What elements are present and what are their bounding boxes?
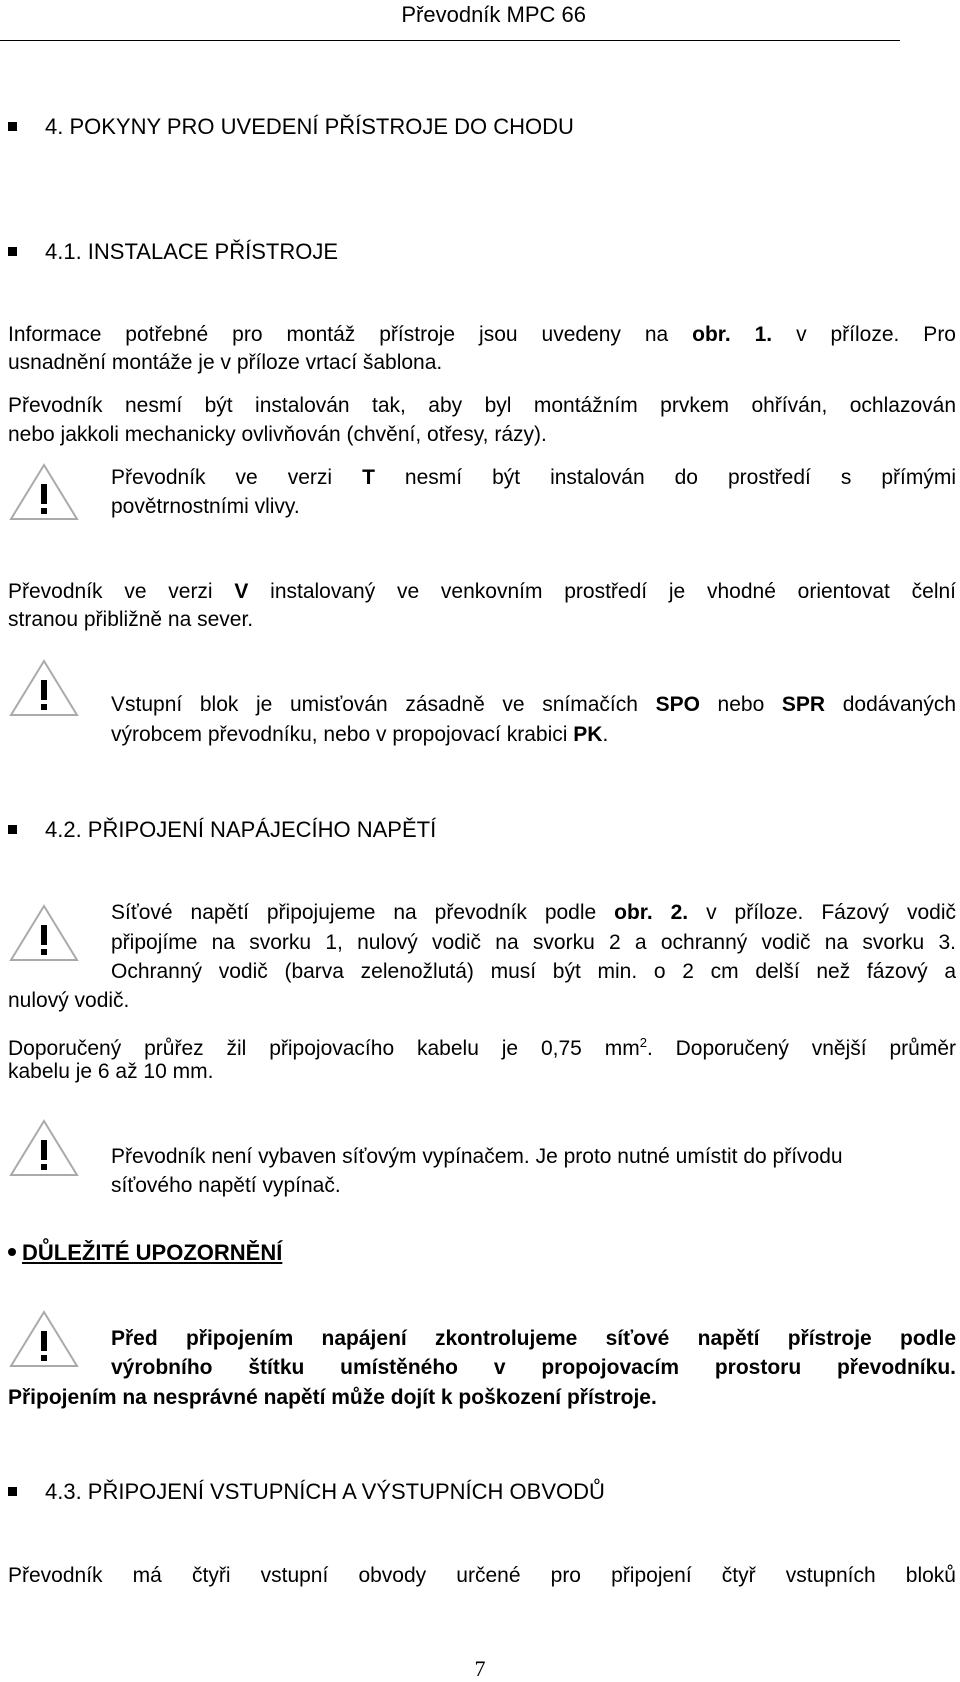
section-heading-4-3: [8, 1477, 605, 1507]
figure-ref: obr. 1.: [692, 323, 773, 346]
text-run: .: [602, 723, 609, 746]
warning-icon: [8, 1309, 80, 1369]
warning-icon: [8, 462, 80, 522]
text-run: instalovaný ve venkovním prostředí je vhodné orientovat čelní: [248, 580, 957, 603]
text-run: Převodník ve verzi: [8, 580, 235, 603]
text-run: v příloze. Fázový vodič: [688, 901, 956, 924]
text-run: nebo: [699, 693, 782, 716]
figure-ref: obr. 2.: [614, 901, 689, 924]
paragraph-line: kabelu je 6 až 10 mm.: [8, 1060, 214, 1083]
page-number: 7: [474, 1656, 486, 1681]
heading-text: 4. POKYNY PRO UVEDENÍ PŘÍSTROJE DO CHODU: [45, 114, 574, 139]
heading-text: 4.3. PŘIPOJENÍ VSTUPNÍCH A VÝSTUPNÍCH OBVODŮ: [45, 1479, 605, 1504]
warning-line: [111, 690, 956, 720]
text-run: Síťové napětí připojujeme na převodník podle: [111, 901, 615, 924]
text-run: Vstupní blok je umisťován zásadně ve snímačích: [111, 693, 656, 716]
warning-line: výrobního štítku umístěného v propojovacím prostoru převodníku.: [111, 1356, 956, 1379]
paragraph-line: [8, 320, 956, 350]
paragraph-line: nulový vodič.: [8, 989, 130, 1012]
page-header: [0, 0, 900, 41]
sensor-code: SPO: [655, 693, 700, 716]
warning-icon: [8, 658, 80, 718]
warning-line: Ochranný vodič (barva zelenožlutá) musí být min. o 2 cm delší než fázový a: [111, 960, 956, 983]
text-run: Doporučený průřez žil připojovacího kabelu je 0,75 mm: [8, 1037, 640, 1060]
warning-icon: [8, 1118, 80, 1178]
paragraph-line: Převodník má čtyři vstupní obvody určené pro připojení čtyř vstupních bloků: [8, 1564, 956, 1587]
header-title: Převodník MPC 66: [401, 2, 586, 27]
version-code: V: [234, 580, 249, 603]
text-run: Informace potřebné pro montáž přístroje jsou uvedeny na: [8, 323, 693, 346]
bullet-icon: [8, 1248, 16, 1256]
warning-icon: [8, 903, 80, 963]
section-heading-4: [8, 112, 574, 142]
text-run: . Doporučený vnější průměr: [646, 1037, 956, 1060]
warning-line: Převodník není vybaven síťovým vypínačem. Je proto nutné umístit do přívodu: [111, 1145, 843, 1168]
warning-line: [111, 463, 956, 493]
warning-line: povětrnostními vlivy.: [111, 495, 300, 518]
heading-text: DŮLEŽITÉ UPOZORNĚNÍ: [22, 1240, 283, 1265]
section-heading-4-2: [8, 815, 436, 845]
paragraph-line: Připojením na nesprávné napětí může dojít k poškození přístroje.: [8, 1386, 657, 1409]
box-code: PK: [573, 723, 603, 746]
paragraph-line: stranou přibližně na sever.: [8, 608, 254, 631]
text-run: Převodník ve verzi: [111, 466, 363, 489]
version-code: T: [362, 466, 375, 489]
square-bullet-icon: [8, 825, 17, 834]
section-heading-4-1: [8, 237, 338, 267]
sensor-code: SPR: [781, 693, 826, 716]
heading-text: 4.1. INSTALACE PŘÍSTROJE: [45, 239, 339, 264]
warning-line: připojíme na svorku 1, nulový vodič na svorku 2 a ochranný vodič na svorku 3.: [111, 931, 956, 954]
warning-line: [111, 898, 956, 928]
square-bullet-icon: [8, 122, 17, 131]
text-run: v příloze. Pro: [772, 323, 956, 346]
square-bullet-icon: [8, 1487, 17, 1496]
paragraph-line: [8, 577, 956, 607]
text-run: dodávaných: [825, 693, 956, 716]
paragraph-line: nebo jakkoli mechanicky ovlivňován (chvění, otřesy, rázy).: [8, 423, 547, 446]
text-run: výrobcem převodníku, nebo v propojovací krabici: [111, 723, 574, 746]
important-heading: [8, 1238, 282, 1268]
paragraph-line: Převodník nesmí být instalován tak, aby byl montážním prvkem ohříván, ochlazován: [8, 394, 956, 417]
paragraph-line: usnadnění montáže je v příloze vrtací šablona.: [8, 351, 443, 374]
superscript: 2: [639, 1035, 647, 1050]
text-run: nesmí být instalován do prostředí s přímými: [374, 466, 956, 489]
warning-line: síťového napětí vypínač.: [111, 1174, 341, 1197]
heading-text: 4.2. PŘIPOJENÍ NAPÁJECÍHO NAPĚTÍ: [45, 817, 437, 842]
warning-line: [111, 720, 608, 750]
square-bullet-icon: [8, 247, 17, 256]
warning-line: Před připojením napájení zkontrolujeme síťové napětí přístroje podle: [111, 1327, 956, 1350]
